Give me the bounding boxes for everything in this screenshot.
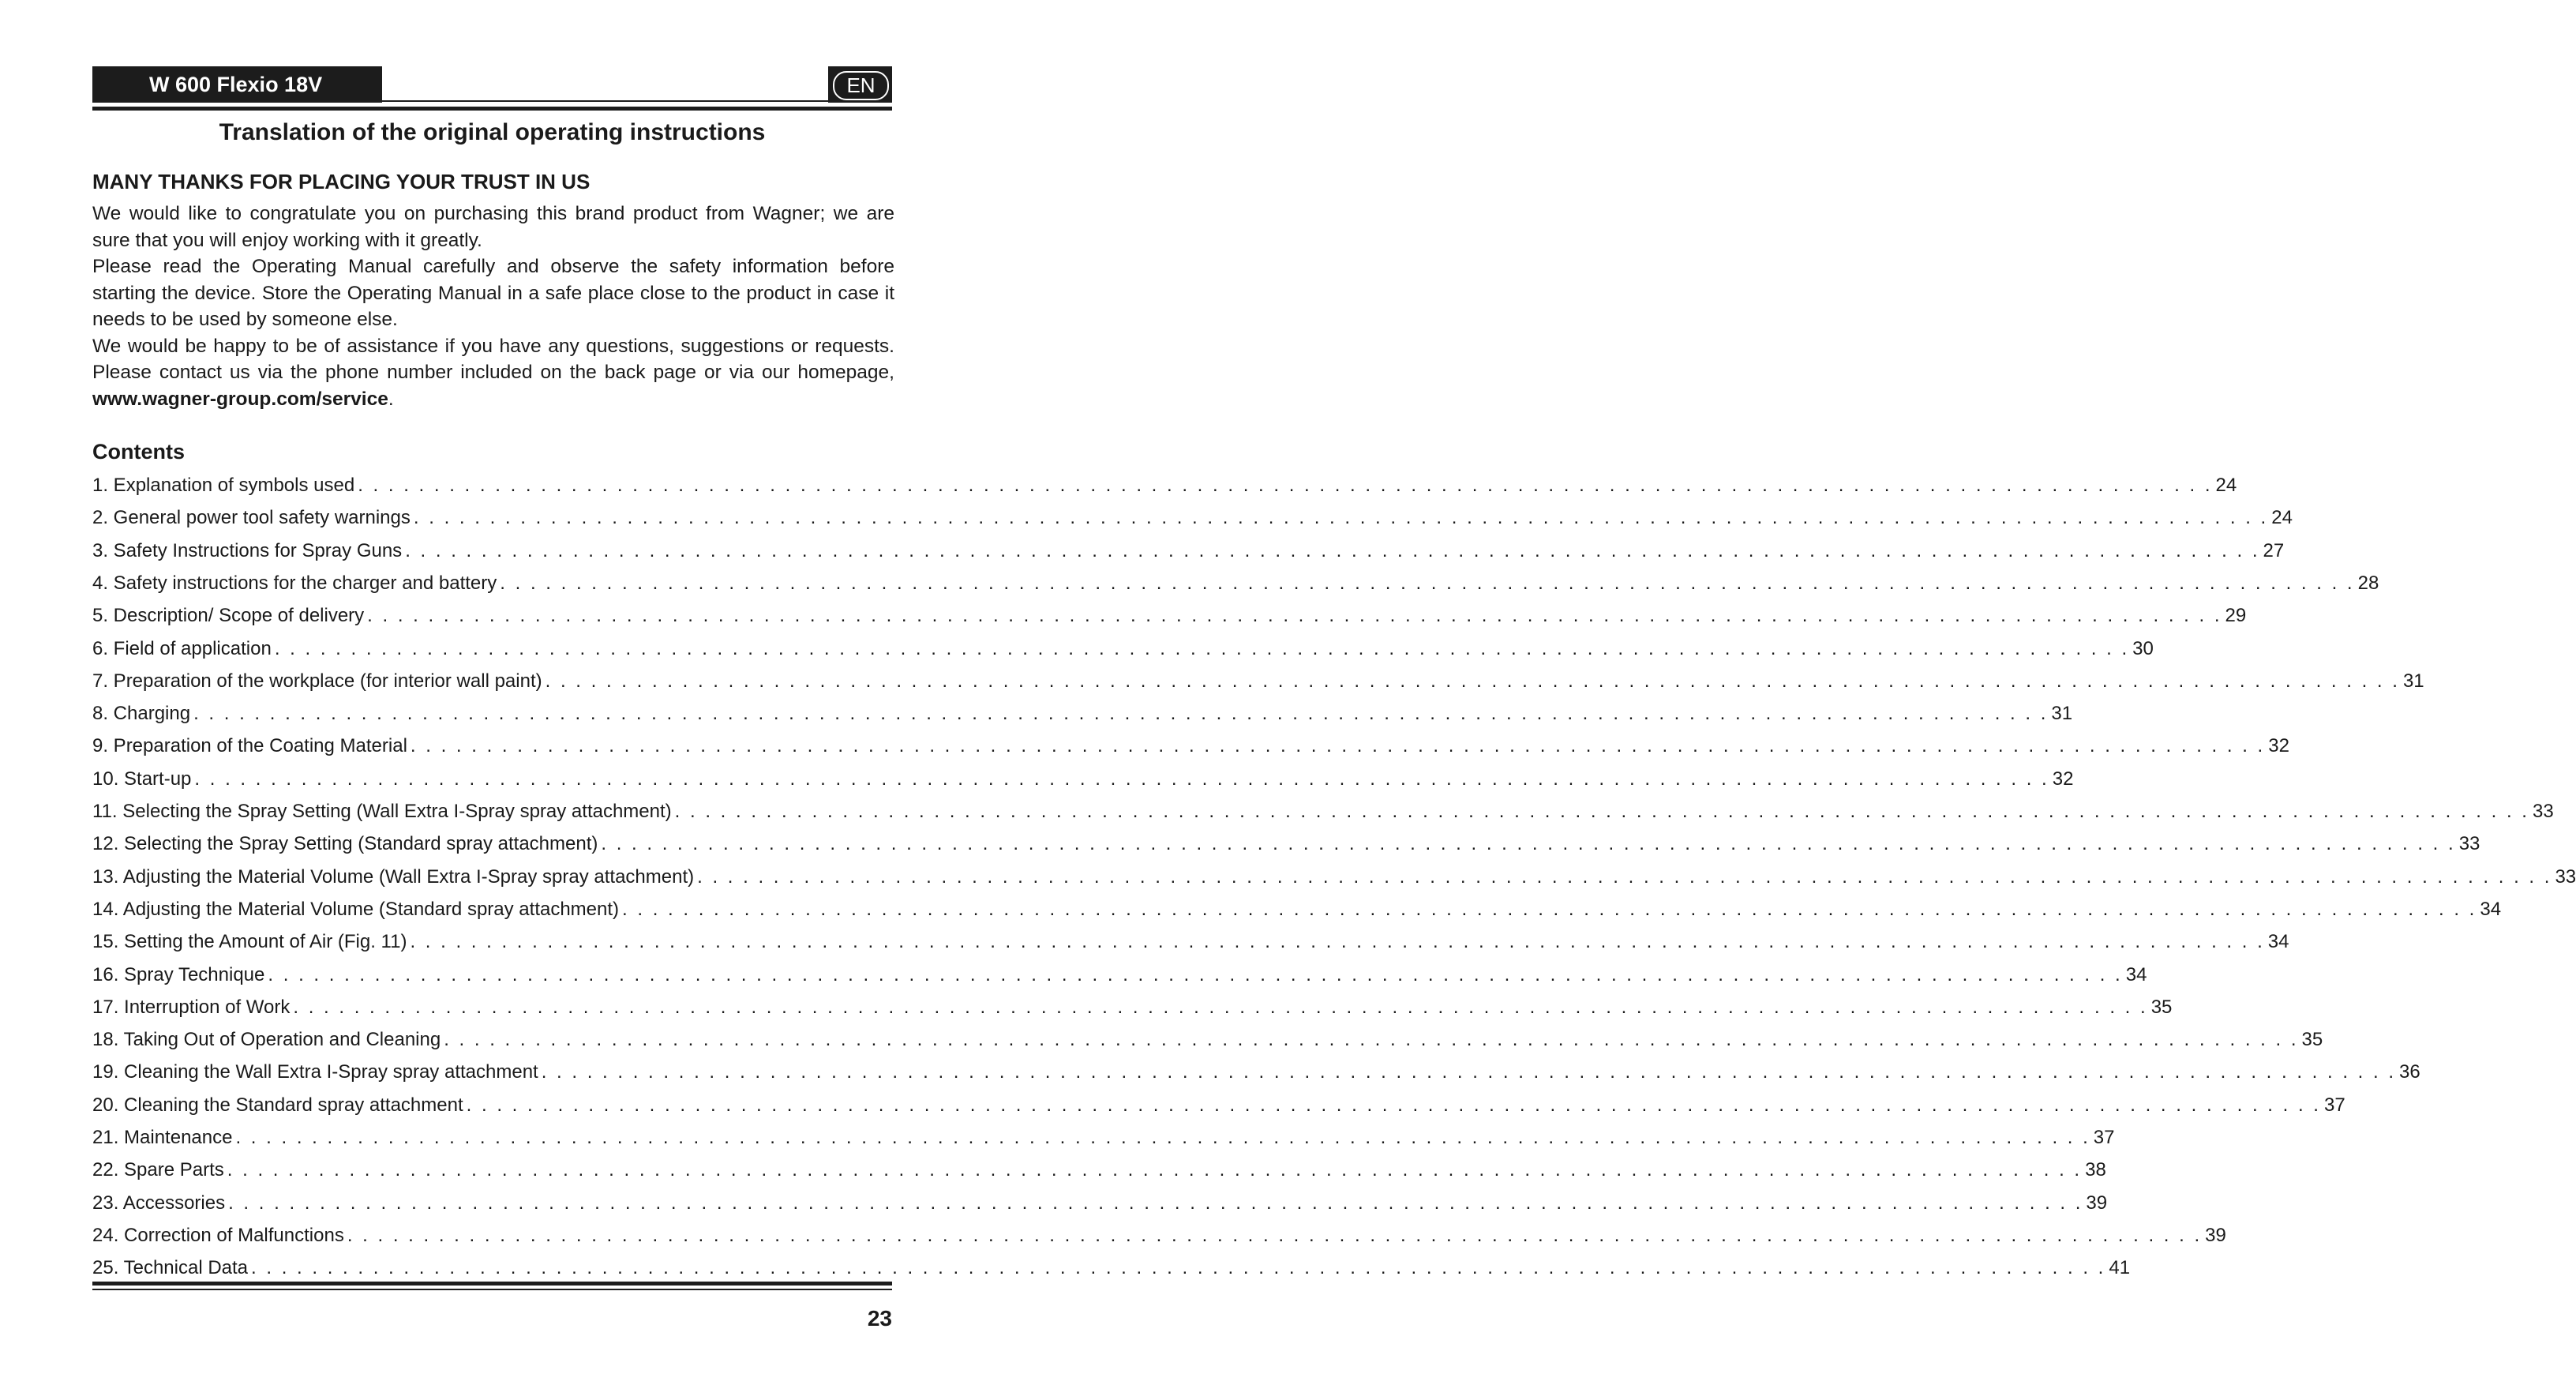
toc-dot-leader: . . . . . . . . . . . . . . . . . . . . . . . . . . . . . . . . . . . . . . . . . . . . . . . . . . . . . . . . . . . . . . . . . . . . . . . . . . . . . . . . . . . . . . . . . . . . . . . . . . . . . . . . . . . . . . . . . . . . . . . . . . bbox=[293, 996, 2148, 1018]
toc-dot-leader: . . . . . . . . . . . . . . . . . . . . . . . . . . . . . . . . . . . . . . . . . . . . . . . . . . . . . . . . . . . . . . . . . . . . . . . . . . . . . . . . . . . . . . . . . . . . . . . . . . . . . . . . . . . . . . . . . . . . . . . . . . bbox=[274, 637, 2130, 659]
footer-divider-thick bbox=[92, 1282, 892, 1286]
contents-heading: Contents bbox=[92, 440, 185, 464]
footer-divider-thin bbox=[92, 1289, 892, 1290]
toc-entry bbox=[92, 1026, 2323, 1054]
toc-entry-title: 5. Description/ Scope of delivery bbox=[92, 605, 365, 627]
toc-dot-leader: . . . . . . . . . . . . . . . . . . . . . . . . . . . . . . . . . . . . . . . . . . . . . . . . . . . . . . . . . . . . . . . . . . . . . . . . . . . . . . . . . . . . . . . . . . . . . . . . . . . . . . . . . . . . . . . . . . . . . . . . . . bbox=[545, 670, 2400, 692]
toc-entry-page: 36 bbox=[2399, 1061, 2420, 1083]
toc-entry-page: 33 bbox=[2458, 833, 2480, 855]
toc-entry bbox=[92, 1254, 2131, 1282]
toc-entry-page: 37 bbox=[2323, 1094, 2345, 1116]
intro-paragraph-1: We would like to congratulate you on purchasing this brand product from Wagner; we are sure that you will enjoy working with it greatly. bbox=[92, 203, 894, 251]
toc-entry-title: 12. Selecting the Spray Setting (Standard spray attachment) bbox=[92, 833, 598, 855]
toc-entry-page: 31 bbox=[2051, 703, 2073, 725]
toc-dot-leader: . . . . . . . . . . . . . . . . . . . . . . . . . . . . . . . . . . . . . . . . . . . . . . . . . . . . . . . . . . . . . . . . . . . . . . . . . . . . . . . . . . . . . . . . . . . . . . . . . . . . . . . . . . . . . . . . . . . . . . . . . . bbox=[541, 1061, 2397, 1083]
toc-entry bbox=[92, 895, 2502, 924]
toc-entry-title: 2. General power tool safety warnings bbox=[92, 507, 411, 529]
toc-dot-leader: . . . . . . . . . . . . . . . . . . . . . . . . . . . . . . . . . . . . . . . . . . . . . . . . . . . . . . . . . . . . . . . . . . . . . . . . . . . . . . . . . . . . . . . . . . . . . . . . . . . . . . . . . . . . . . . . . . . . . . . . . . bbox=[697, 865, 2552, 888]
toc-entry bbox=[92, 569, 2379, 598]
toc-entry-page: 37 bbox=[2093, 1127, 2115, 1148]
toc-entry bbox=[92, 732, 2289, 760]
language-box bbox=[828, 66, 892, 103]
toc-entry bbox=[92, 863, 2576, 891]
toc-entry-page: 28 bbox=[2357, 572, 2379, 594]
toc-entry-title: 20. Cleaning the Standard spray attachment bbox=[92, 1094, 463, 1116]
toc-entry-title: 10. Start-up bbox=[92, 768, 192, 790]
toc-entry-title: 1. Explanation of symbols used bbox=[92, 475, 355, 496]
toc-entry-title: 9. Preparation of the Coating Material bbox=[92, 735, 407, 757]
toc-entry-title: 8. Charging bbox=[92, 703, 191, 725]
toc-entry-title: 18. Taking Out of Operation and Cleaning bbox=[92, 1029, 441, 1051]
toc-entry-page: 38 bbox=[2085, 1159, 2106, 1181]
header-product-bar bbox=[92, 66, 382, 103]
toc-entry bbox=[92, 928, 2289, 956]
toc-entry-title: 22. Spare Parts bbox=[92, 1159, 224, 1181]
toc-dot-leader: . . . . . . . . . . . . . . . . . . . . . . . . . . . . . . . . . . . . . . . . . . . . . . . . . . . . . . . . . . . . . . . . . . . . . . . . . . . . . . . . . . . . . . . . . . . . . . . . . . . . . . . . . . . . . . . . . . . . . . . . . . bbox=[347, 1224, 2203, 1246]
page-title: Translation of the original operating instructions bbox=[219, 119, 766, 145]
toc-entry bbox=[92, 961, 2147, 989]
toc-entry-title: 15. Setting the Amount of Air (Fig. 11) bbox=[92, 931, 407, 953]
toc-dot-leader: . . . . . . . . . . . . . . . . . . . . . . . . . . . . . . . . . . . . . . . . . . . . . . . . . . . . . . . . . . . . . . . . . . . . . . . . . . . . . . . . . . . . . . . . . . . . . . . . . . . . . . . . . . . . . . . . . . . . . . . . . . bbox=[444, 1029, 2299, 1051]
toc-entry-title: 6. Field of application bbox=[92, 637, 272, 659]
toc-entry-page: 24 bbox=[2271, 507, 2293, 529]
intro-paragraph-3-text: We would be happy to be of assistance if you have any questions, suggestions or requests. Please contact us via the phone number included on the back page or via our homepage, bbox=[92, 335, 894, 383]
toc-dot-leader: . . . . . . . . . . . . . . . . . . . . . . . . . . . . . . . . . . . . . . . . . . . . . . . . . . . . . . . . . . . . . . . . . . . . . . . . . . . . . . . . . . . . . . . . . . . . . . . . . . . . . . . . . . . . . . . . . . . . . . . . . . bbox=[410, 931, 2265, 953]
toc-entry-title: 13. Adjusting the Material Volume (Wall Extra I-Spray spray attachment) bbox=[92, 865, 695, 888]
toc-entry-page: 27 bbox=[2263, 539, 2285, 561]
toc-entry-title: 17. Interruption of Work bbox=[92, 996, 291, 1018]
toc-entry-page: 32 bbox=[2052, 768, 2074, 790]
toc-entry-title: 7. Preparation of the workplace (for interior wall paint) bbox=[92, 670, 542, 692]
page-number: 23 bbox=[867, 1306, 892, 1331]
toc-entry-page: 39 bbox=[2086, 1192, 2108, 1214]
intro-paragraph-3 bbox=[92, 333, 894, 413]
toc-entry-title: 11. Selecting the Spray Setting (Wall Extra I-Spray spray attachment) bbox=[92, 801, 672, 822]
toc-entry bbox=[92, 765, 2074, 794]
toc-dot-leader: . . . . . . . . . . . . . . . . . . . . . . . . . . . . . . . . . . . . . . . . . . . . . . . . . . . . . . . . . . . . . . . . . . . . . . . . . . . . . . . . . . . . . . . . . . . . . . . . . . . . . . . . . . . . . . . . . . . . . . . . . . bbox=[227, 1159, 2083, 1181]
toc-dot-leader: . . . . . . . . . . . . . . . . . . . . . . . . . . . . . . . . . . . . . . . . . . . . . . . . . . . . . . . . . . . . . . . . . . . . . . . . . . . . . . . . . . . . . . . . . . . . . . . . . . . . . . . . . . . . . . . . . . . . . . . . . . bbox=[193, 703, 2049, 725]
toc-dot-leader: . . . . . . . . . . . . . . . . . . . . . . . . . . . . . . . . . . . . . . . . . . . . . . . . . . . . . . . . . . . . . . . . . . . . . . . . . . . . . . . . . . . . . . . . . . . . . . . . . . . . . . . . . . . . . . . . . . . . . . . . . . bbox=[500, 572, 2355, 594]
toc-entry bbox=[92, 1189, 2108, 1218]
toc-entry-page: 41 bbox=[2109, 1257, 2131, 1279]
toc-dot-leader: . . . . . . . . . . . . . . . . . . . . . . . . . . . . . . . . . . . . . . . . . . . . . . . . . . . . . . . . . . . . . . . . . . . . . . . . . . . . . . . . . . . . . . . . . . . . . . . . . . . . . . . . . . . . . . . . . . . . . . . . . . bbox=[413, 507, 2269, 529]
intro-heading: MANY THANKS FOR PLACING YOUR TRUST IN US bbox=[92, 170, 591, 193]
toc-dot-leader: . . . . . . . . . . . . . . . . . . . . . . . . . . . . . . . . . . . . . . . . . . . . . . . . . . . . . . . . . . . . . . . . . . . . . . . . . . . . . . . . . . . . . . . . . . . . . . . . . . . . . . . . . . . . . . . . . . . . . . . . . . bbox=[268, 963, 2123, 985]
toc-dot-leader: . . . . . . . . . . . . . . . . . . . . . . . . . . . . . . . . . . . . . . . . . . . . . . . . . . . . . . . . . . . . . . . . . . . . . . . . . . . . . . . . . . . . . . . . . . . . . . . . . . . . . . . . . . . . . . . . . . . . . . . . . . bbox=[228, 1192, 2083, 1214]
toc-dot-leader: . . . . . . . . . . . . . . . . . . . . . . . . . . . . . . . . . . . . . . . . . . . . . . . . . . . . . . . . . . . . . . . . . . . . . . . . . . . . . . . . . . . . . . . . . . . . . . . . . . . . . . . . . . . . . . . . . . . . . . . . . . bbox=[405, 539, 2260, 561]
toc-entry bbox=[92, 471, 2237, 500]
toc-entry-page: 39 bbox=[2205, 1224, 2226, 1246]
toc-entry-title: 24. Correction of Malfunctions bbox=[92, 1224, 344, 1246]
toc-entry bbox=[92, 635, 2154, 663]
toc-entry-page: 29 bbox=[2225, 605, 2247, 627]
toc-entry bbox=[92, 1058, 2420, 1087]
intro-text bbox=[92, 201, 894, 412]
toc-entry bbox=[92, 700, 2073, 728]
toc-entry-title: 23. Accessories bbox=[92, 1192, 226, 1214]
header-rule bbox=[382, 100, 828, 102]
intro-paragraph-2: Please read the Operating Manual carefully and observe the safety information before starting the device. Store the Operating Manual in a safe place close to the product in case it needs to be used by someone else. bbox=[92, 256, 894, 330]
toc-dot-leader: . . . . . . . . . . . . . . . . . . . . . . . . . . . . . . . . . . . . . . . . . . . . . . . . . . . . . . . . . . . . . . . . . . . . . . . . . . . . . . . . . . . . . . . . . . . . . . . . . . . . . . . . . . . . . . . . . . . . . . . . . . bbox=[251, 1257, 2106, 1279]
toc-dot-leader: . . . . . . . . . . . . . . . . . . . . . . . . . . . . . . . . . . . . . . . . . . . . . . . . . . . . . . . . . . . . . . . . . . . . . . . . . . . . . . . . . . . . . . . . . . . . . . . . . . . . . . . . . . . . . . . . . . . . . . . . . . bbox=[358, 475, 2213, 496]
toc-entry-page: 34 bbox=[2267, 931, 2289, 953]
toc-entry-page: 24 bbox=[2215, 475, 2237, 496]
toc-entry bbox=[92, 1222, 2226, 1250]
intro-paragraph-3-end: . bbox=[388, 388, 394, 410]
toc-entry-page: 35 bbox=[2150, 996, 2173, 1018]
toc-dot-leader: . . . . . . . . . . . . . . . . . . . . . . . . . . . . . . . . . . . . . . . . . . . . . . . . . . . . . . . . . . . . . . . . . . . . . . . . . . . . . . . . . . . . . . . . . . . . . . . . . . . . . . . . . . . . . . . . . . . . . . . . . . bbox=[367, 605, 2222, 627]
toc-entry bbox=[92, 993, 2173, 1022]
toc-entry-title: 4. Safety instructions for the charger and battery bbox=[92, 572, 497, 594]
toc-entry-page: 33 bbox=[2555, 865, 2576, 888]
toc-entry bbox=[92, 602, 2247, 630]
toc-entry-page: 33 bbox=[2532, 801, 2554, 822]
toc-entry bbox=[92, 1124, 2115, 1152]
toc-dot-leader: . . . . . . . . . . . . . . . . . . . . . . . . . . . . . . . . . . . . . . . . . . . . . . . . . . . . . . . . . . . . . . . . . . . . . . . . . . . . . . . . . . . . . . . . . . . . . . . . . . . . . . . . . . . . . . . . . . . . . . . . . . bbox=[194, 768, 2049, 790]
toc-dot-leader: . . . . . . . . . . . . . . . . . . . . . . . . . . . . . . . . . . . . . . . . . . . . . . . . . . . . . . . . . . . . . . . . . . . . . . . . . . . . . . . . . . . . . . . . . . . . . . . . . . . . . . . . . . . . . . . . . . . . . . . . . . bbox=[622, 898, 2477, 920]
toc-entry-page: 34 bbox=[2125, 963, 2147, 985]
toc-entry-page: 30 bbox=[2132, 637, 2154, 659]
product-name: W 600 Flexio 18V bbox=[149, 73, 323, 96]
toc-entry-title: 19. Cleaning the Wall Extra I-Spray spray attachment bbox=[92, 1061, 538, 1083]
toc-dot-leader: . . . . . . . . . . . . . . . . . . . . . . . . . . . . . . . . . . . . . . . . . . . . . . . . . . . . . . . . . . . . . . . . . . . . . . . . . . . . . . . . . . . . . . . . . . . . . . . . . . . . . . . . . . . . . . . . . . . . . . . . . . bbox=[410, 735, 2266, 757]
toc-entry-page: 34 bbox=[2480, 898, 2502, 920]
toc-dot-leader: . . . . . . . . . . . . . . . . . . . . . . . . . . . . . . . . . . . . . . . . . . . . . . . . . . . . . . . . . . . . . . . . . . . . . . . . . . . . . . . . . . . . . . . . . . . . . . . . . . . . . . . . . . . . . . . . . . . . . . . . . . bbox=[674, 801, 2529, 822]
toc-entry-page: 31 bbox=[2402, 670, 2424, 692]
toc-entry-page: 35 bbox=[2301, 1029, 2323, 1051]
toc-entry bbox=[92, 537, 2285, 565]
toc-entry-title: 21. Maintenance bbox=[92, 1127, 233, 1148]
toc-entry bbox=[92, 1091, 2345, 1120]
toc-dot-leader: . . . . . . . . . . . . . . . . . . . . . . . . . . . . . . . . . . . . . . . . . . . . . . . . . . . . . . . . . . . . . . . . . . . . . . . . . . . . . . . . . . . . . . . . . . . . . . . . . . . . . . . . . . . . . . . . . . . . . . . . . . bbox=[466, 1094, 2321, 1116]
toc-entry bbox=[92, 798, 2554, 826]
toc-entry-title: 14. Adjusting the Material Volume (Standard spray attachment) bbox=[92, 898, 620, 920]
toc-entry-page: 32 bbox=[2268, 735, 2289, 757]
toc-entry bbox=[92, 830, 2480, 858]
toc-entry-title: 25. Technical Data bbox=[92, 1257, 249, 1279]
toc-entry bbox=[92, 1156, 2106, 1184]
toc-entry-title: 3. Safety Instructions for Spray Guns bbox=[92, 539, 403, 561]
toc-entry-title: 16. Spray Technique bbox=[92, 963, 265, 985]
toc-dot-leader: . . . . . . . . . . . . . . . . . . . . . . . . . . . . . . . . . . . . . . . . . . . . . . . . . . . . . . . . . . . . . . . . . . . . . . . . . . . . . . . . . . . . . . . . . . . . . . . . . . . . . . . . . . . . . . . . . . . . . . . . . . bbox=[601, 833, 2456, 855]
header-divider bbox=[92, 107, 892, 111]
toc-entry bbox=[92, 667, 2424, 696]
toc-dot-leader: . . . . . . . . . . . . . . . . . . . . . . . . . . . . . . . . . . . . . . . . . . . . . . . . . . . . . . . . . . . . . . . . . . . . . . . . . . . . . . . . . . . . . . . . . . . . . . . . . . . . . . . . . . . . . . . . . . . . . . . . . . bbox=[235, 1127, 2090, 1148]
language-badge: EN bbox=[833, 71, 889, 100]
toc-entry bbox=[92, 504, 2293, 532]
service-url: www.wagner-group.com/service bbox=[92, 388, 388, 410]
